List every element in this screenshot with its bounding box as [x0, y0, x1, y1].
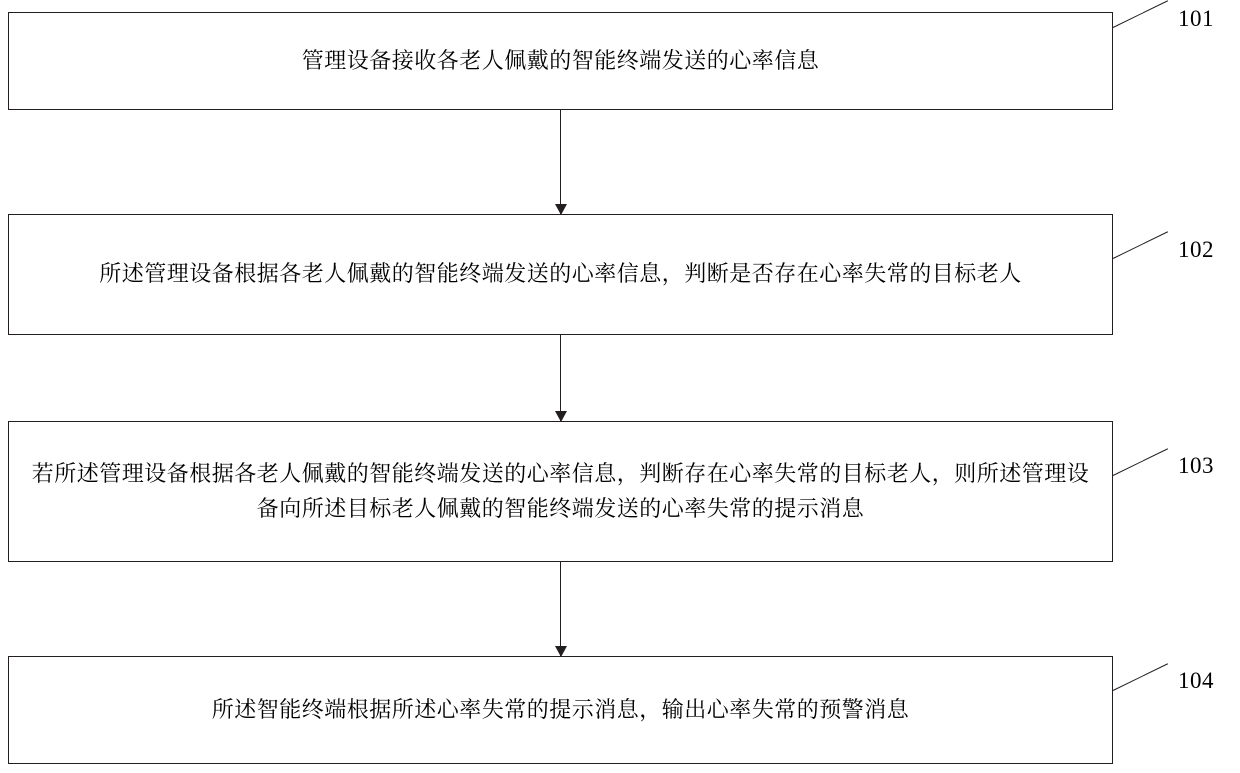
flow-node-104: [8, 656, 1113, 764]
connector-101-102: [560, 110, 561, 214]
connector-103-104: [560, 562, 561, 656]
flow-node-101: [8, 12, 1113, 110]
ref-label-101: 101: [1178, 6, 1214, 31]
flow-node-102: [8, 214, 1113, 335]
ref-label-102: 102: [1178, 237, 1214, 262]
flow-node-103: [8, 421, 1113, 562]
ref-label-103: 103: [1178, 453, 1214, 478]
flow-node-101-text: 管理设备接收各老人佩戴的智能终端发送的心率信息: [301, 47, 820, 73]
leader-line-104: [1113, 663, 1168, 691]
leader-line-101: [1113, 0, 1168, 28]
flow-node-102-text: 所述管理设备根据各老人佩戴的智能终端发送的心率信息，判断是否存在心率失常的目标老人: [99, 261, 1022, 287]
flow-node-104-text: 所述智能终端根据所述心率失常的提示消息，输出心率失常的预警消息: [211, 696, 910, 722]
leader-line-102: [1113, 231, 1168, 259]
ref-label-104: 104: [1178, 668, 1214, 693]
leader-line-103: [1113, 448, 1168, 476]
flow-node-103-text: 若所述管理设备根据各老人佩戴的智能终端发送的心率信息，判断存在心率失常的目标老人，则所述管理设备向所述目标老人佩戴的智能终端发送的心率失常的提示消息: [31, 460, 1090, 521]
connector-102-103: [560, 335, 561, 421]
